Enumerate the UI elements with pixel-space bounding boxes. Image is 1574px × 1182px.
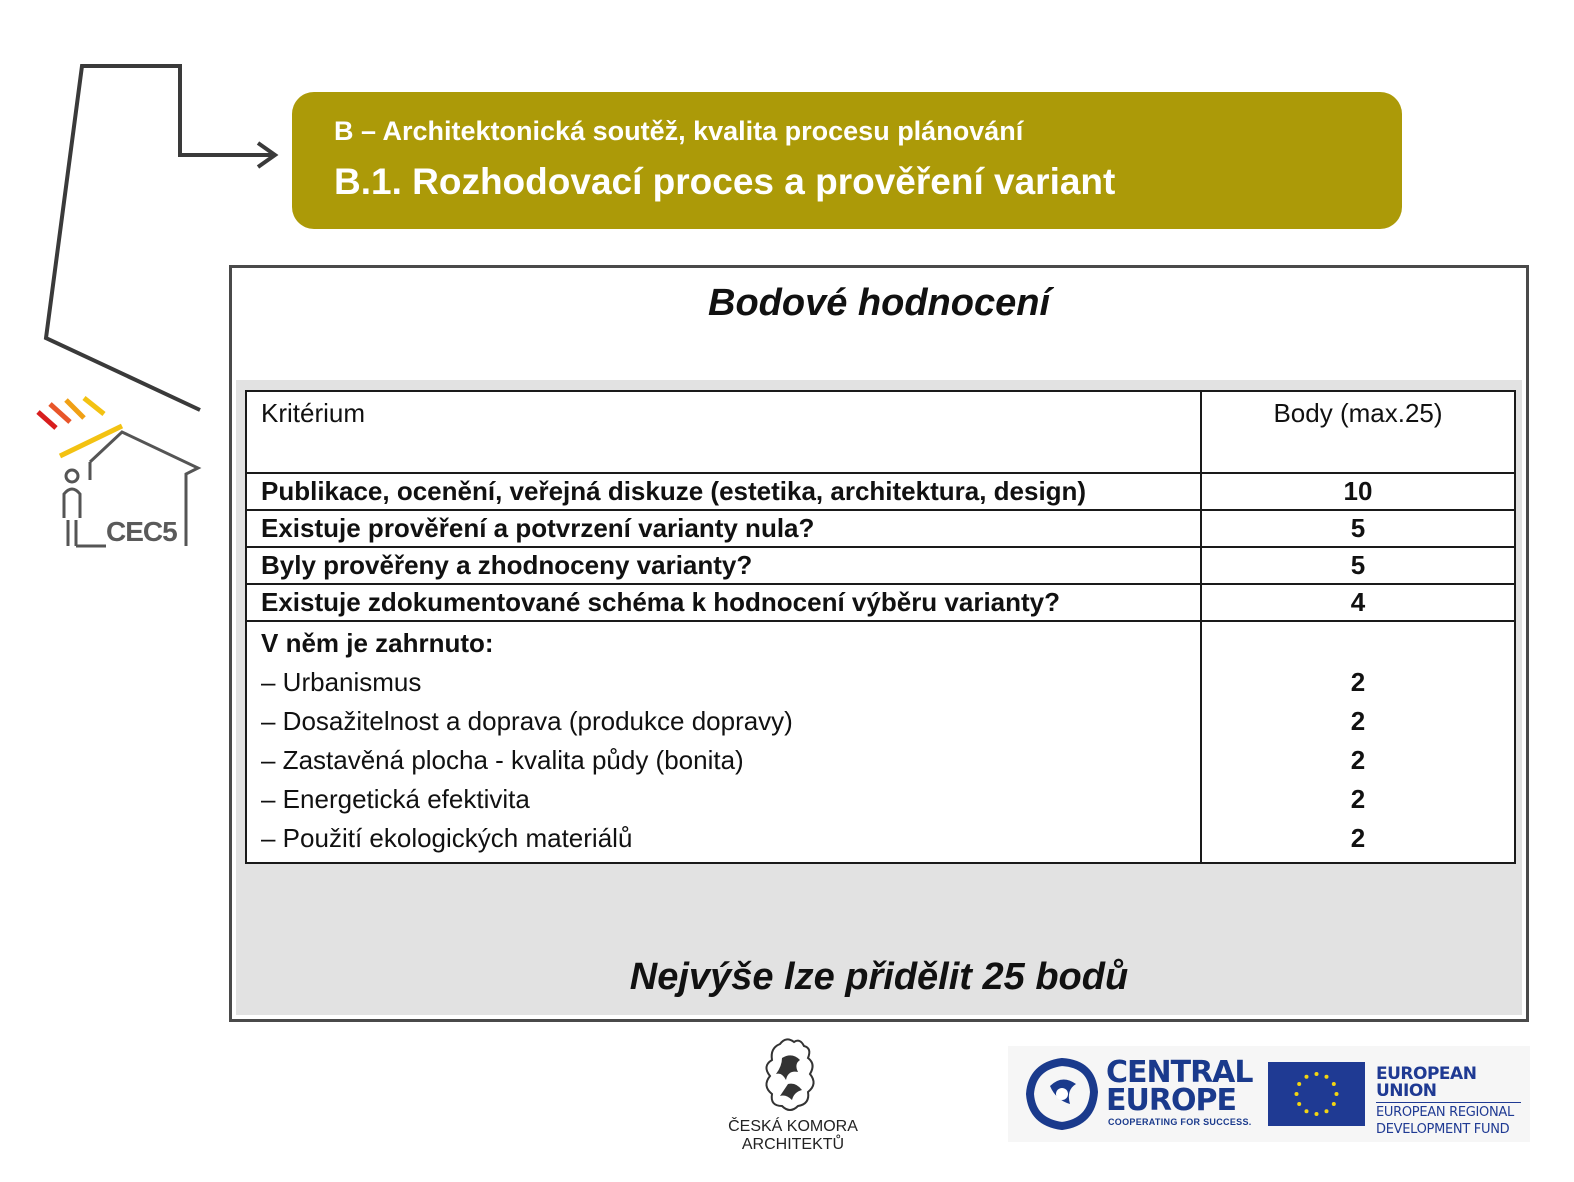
lion-emblem-icon (752, 1034, 834, 1116)
row-points: 5 (1201, 510, 1515, 547)
eu-line3: DEVELOPMENT FUND (1376, 1122, 1510, 1137)
eu-line1: EUROPEAN UNION (1376, 1064, 1477, 1101)
table-group-row (246, 621, 1515, 863)
central-europe-swirl-icon (1022, 1056, 1102, 1132)
row-criterion: Existuje zdokumentované schéma k hodnocení výběru varianty? (246, 584, 1201, 621)
group-item: – Zastavěná plocha - kvalita půdy (bonita) (261, 745, 744, 775)
row-criterion: Publikace, ocenění, veřejná diskuze (estetika, architektura, design) (246, 473, 1201, 510)
eu-logo-text (1376, 1066, 1521, 1138)
cka-line1: ČESKÁ KOMORA (728, 1118, 858, 1135)
row-criterion: Existuje prověření a potvrzení varianty nula? (246, 510, 1201, 547)
table-row (246, 473, 1515, 510)
cka-line2: ARCHITEKTŮ (741, 1136, 845, 1153)
eu-line2: EUROPEAN REGIONAL (1376, 1102, 1521, 1121)
group-heading: V něm je zahrnuto: (261, 628, 494, 658)
table-row (246, 584, 1515, 621)
group-item-points: 2 (1350, 823, 1366, 853)
central-europe-tagline: COOPERATING FOR SUCCESS. (1108, 1117, 1252, 1127)
group-item-points: 2 (1350, 784, 1366, 814)
group-item-points: 2 (1350, 706, 1366, 736)
row-points: 10 (1201, 473, 1515, 510)
eu-stars-icon (1268, 1062, 1365, 1126)
row-criterion: Byly prověřeny a zhodnoceny varianty? (246, 547, 1201, 584)
criteria-table (245, 390, 1516, 864)
group-item: – Urbanismus (261, 667, 422, 697)
group-points (1201, 621, 1515, 863)
group-item-points: 2 (1350, 667, 1366, 697)
group-item: – Dosažitelnost a doprava (produkce dopravy) (261, 706, 793, 736)
section-title: B.1. Rozhodovací proces a prověření variant (334, 161, 1116, 202)
table-header-row (246, 391, 1515, 473)
ce-line1: CENTRAL (1106, 1055, 1253, 1090)
cec5-logo-text: CEC5 (106, 516, 177, 547)
group-item: – Použití ekologických materiálů (261, 823, 633, 853)
group-item: – Energetická efektivita (261, 784, 530, 814)
group-points-spacer (1216, 624, 1500, 663)
header-points: Body (max.25) (1201, 391, 1515, 473)
group-criteria (246, 621, 1201, 863)
cka-logo-text (722, 1118, 864, 1154)
row-points: 5 (1201, 547, 1515, 584)
group-item-points: 2 (1350, 745, 1366, 775)
ce-line2: EUROPE (1106, 1083, 1236, 1118)
header-banner (292, 92, 1402, 229)
eu-flag-icon (1268, 1062, 1365, 1126)
table-row (246, 510, 1515, 547)
central-europe-title (1106, 1055, 1253, 1118)
header-criterion: Kritérium (246, 391, 1201, 473)
section-subtitle: B – Architektonická soutěž, kvalita procesu plánování (334, 116, 1024, 146)
panel-footer: Nejvýše lze přidělit 25 bodů (629, 956, 1129, 998)
table-row (246, 547, 1515, 584)
panel-title: Bodové hodnocení (708, 282, 1050, 324)
row-points: 4 (1201, 584, 1515, 621)
